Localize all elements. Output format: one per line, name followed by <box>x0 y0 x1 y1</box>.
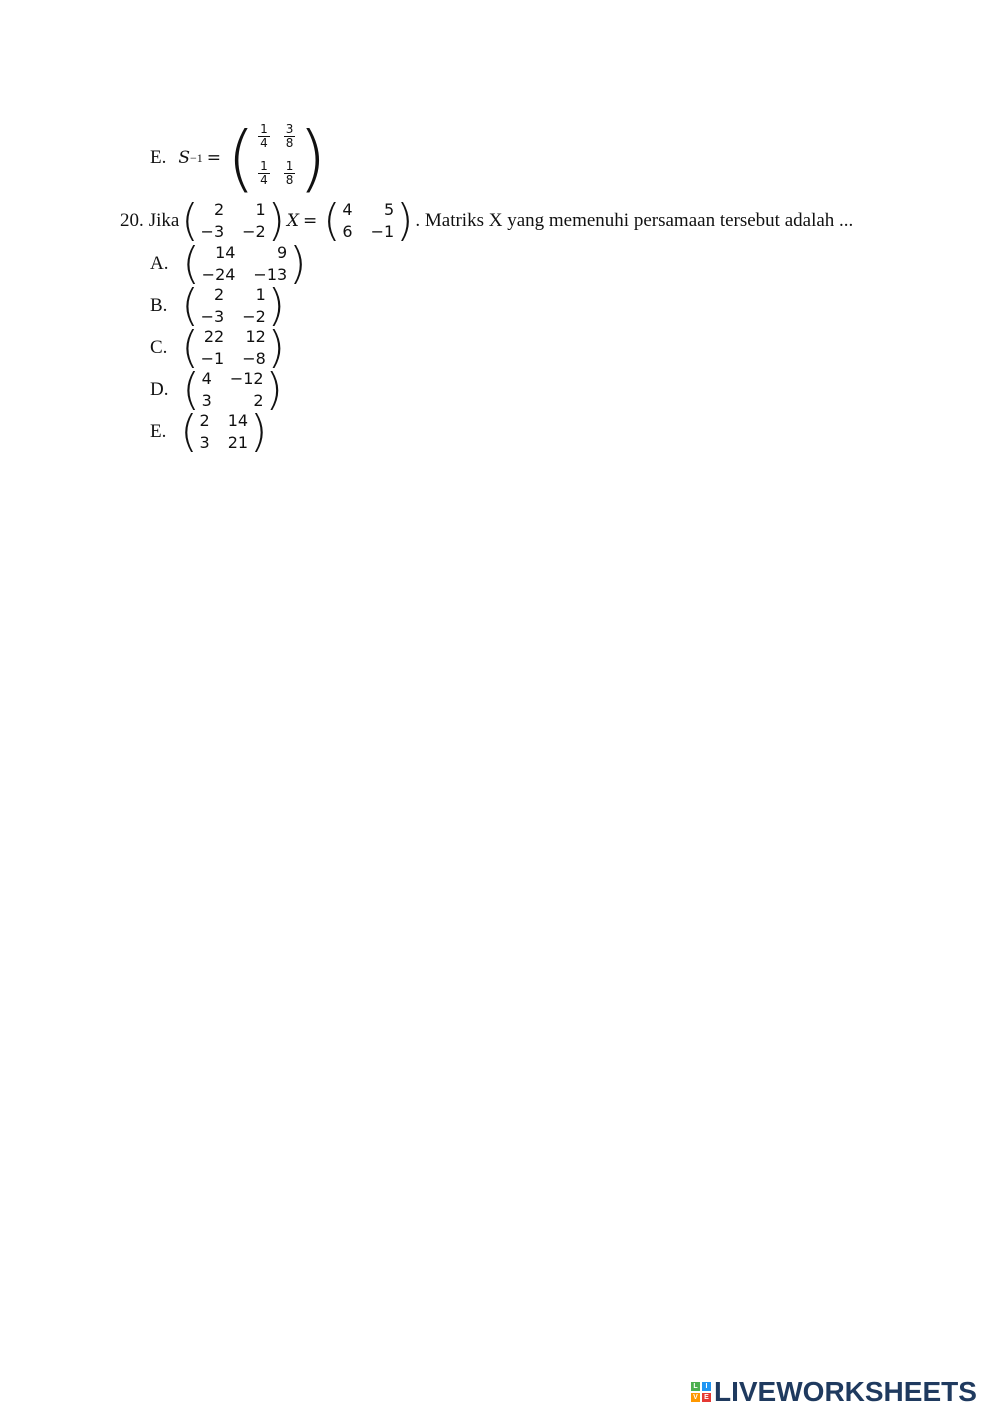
matrix-var: S <box>178 148 191 168</box>
option-label: E. <box>150 147 167 168</box>
fraction: $\frac{1}{4}$ <box>260 159 268 187</box>
option-matrix: ( 2 14 3 21 ) <box>180 406 268 457</box>
inverse-matrix: ( $\frac{1}{4}$ $\frac{3}{8}$ $\frac{1}{4}$ $\frac{1}{8}$ ) <box>227 116 327 200</box>
question-word: Jika <box>148 210 180 231</box>
option-matrix: ( 14 9 −24 −13 ) <box>182 238 307 289</box>
fraction: $\frac{1}{4}$ <box>260 122 268 150</box>
equals-sign: = <box>206 148 222 168</box>
fraction: $\frac{3}{8}$ <box>285 122 294 150</box>
fraction: $\frac{1}{8}$ <box>285 159 294 187</box>
question-20 <box>120 195 854 246</box>
exponent: −1 <box>190 150 203 165</box>
question-text: . Matriks X yang memenuhi persamaan tersebut adalah ... <box>415 210 854 231</box>
option-matrix: ( 2 1 −3 −2 ) <box>181 280 285 331</box>
option-label: E. <box>150 421 167 442</box>
option-label: A. <box>150 253 169 274</box>
option-e[interactable] <box>150 406 269 457</box>
matrix-b: ( 4 5 6 −1 ) <box>323 195 414 246</box>
option-b[interactable] <box>150 280 287 331</box>
option-label: D. <box>150 379 169 400</box>
option-e-prev <box>150 116 329 200</box>
option-matrix: ( 22 12 −1 −8 ) <box>181 322 285 373</box>
matrix-a: ( 2 1 −3 −2 ) <box>181 195 285 246</box>
logo-text: LIVEWORKSHEETS <box>714 1376 977 1407</box>
equals-sign: = <box>303 211 318 231</box>
option-matrix: ( 4 −12 3 2 ) <box>182 364 283 415</box>
option-label: C. <box>150 337 168 358</box>
question-number: 20. <box>120 210 144 231</box>
matrix-x: X <box>286 211 299 231</box>
liveworksheets-logo <box>691 1376 977 1408</box>
logo-mark-icon: L I V E <box>691 1382 711 1402</box>
option-label: B. <box>150 295 168 316</box>
